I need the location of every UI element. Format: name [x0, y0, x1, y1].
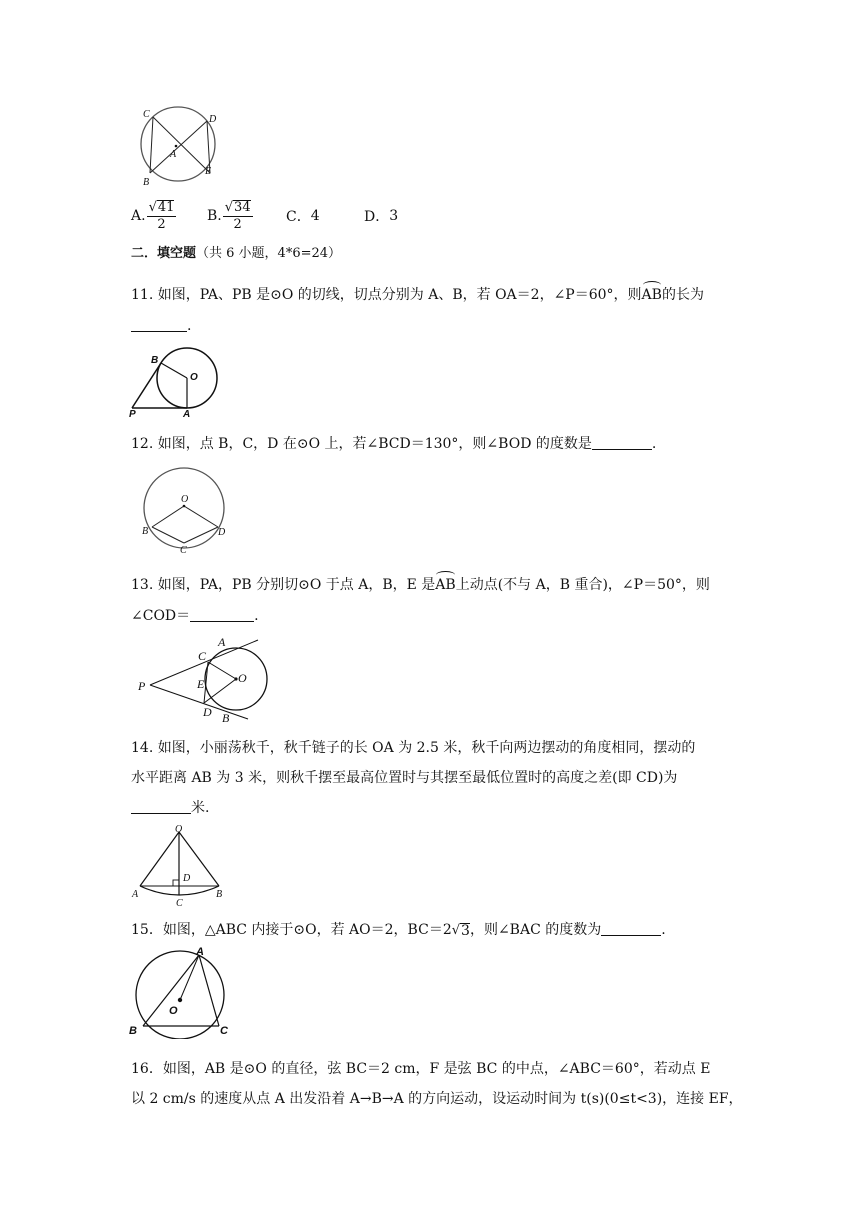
q10-option-c-letter: C．: [286, 209, 311, 225]
q10-label-c: C: [143, 109, 150, 120]
q14-swing-figure: [128, 822, 232, 908]
q10-option-a-fraction: √ 41 2: [148, 199, 175, 232]
q10-option-b-letter: B.: [207, 208, 222, 224]
q10-option-a-letter: A.: [131, 208, 146, 224]
q13-line2: [131, 606, 259, 626]
q14-label-b: B: [216, 889, 223, 900]
q10-circle-figure: [132, 100, 228, 192]
q10-label-e: E: [205, 166, 212, 177]
q10-option-b-radicand: 34: [234, 199, 251, 215]
q14-answer-blank[interactable]: [131, 799, 191, 814]
q11-answer-blank[interactable]: [131, 317, 187, 332]
q13-label-c: C: [198, 649, 207, 663]
q12-text: [131, 434, 656, 454]
q14-line3: [131, 798, 209, 818]
q10-option-b-fraction: √ 34 2: [224, 199, 251, 232]
q13-tangent-figure: [134, 632, 270, 728]
q13-label-d: D: [203, 705, 212, 719]
q11-answer-line: [131, 316, 191, 336]
q13-end: .: [254, 608, 259, 624]
q14-line1: [131, 738, 695, 758]
q11-label-o: O: [190, 372, 198, 383]
q11-arc-ab: AB: [641, 287, 662, 303]
q12-text-body: 12. 如图，点 B，C，D 在⊙O 上，若∠BCD＝130°，则∠BOD 的度数是: [131, 436, 592, 452]
q10-option-d-value: 3: [389, 208, 399, 224]
section-note: （共 6 小题，4*6=24）: [196, 246, 342, 261]
q14-label-o: O: [175, 824, 183, 835]
q15-end: .: [661, 922, 666, 938]
q15-label-b: B: [129, 1025, 137, 1037]
q15-text-pre: 15．如图，△ABC 内接于⊙O，若 AO＝2，BC＝2: [131, 922, 452, 938]
q13-arc-ab: AB: [435, 577, 456, 593]
q12-label-c: C: [180, 545, 187, 555]
q10-option-c-value: 4: [310, 208, 320, 224]
q13-text-line2: ∠COD＝: [131, 608, 191, 624]
q11-text-post: 的长为: [661, 287, 704, 303]
q10-option-a-radicand: 41: [157, 199, 175, 215]
q12-end: .: [651, 436, 657, 452]
q16-line2: [131, 1089, 743, 1109]
q12-label-o: O: [181, 494, 189, 505]
q10-option-a: [131, 196, 176, 236]
q13-answer-blank[interactable]: [190, 607, 254, 622]
q13-text-pre: 13. 如图，PA，PB 分别切⊙O 于点 A，B，E 是: [131, 577, 436, 593]
q12-label-d: D: [218, 527, 226, 538]
q10-label-a: A: [170, 149, 177, 160]
q13-label-p: P: [138, 679, 146, 693]
q11-tangent-figure: [128, 343, 228, 417]
q15-text: 15．如图，△ABC 内接于⊙O，若 AO＝2，BC＝2 √ 3 ，则∠BAC 的度数为 .: [131, 922, 666, 939]
q15-triangle-figure: [126, 945, 234, 1039]
section-title: 二．填空题: [131, 246, 197, 261]
q11-label-p: P: [129, 409, 136, 417]
q15-text-post: ，则∠BAC 的度数为: [469, 922, 602, 938]
q14-text-line3: 米.: [191, 800, 210, 816]
q14-text-line2: 水平距离 AB 为 3 米，则秋千摆至最高位置时与其摆至最低位置时的高度之差(即 CD)为: [131, 770, 678, 786]
q10-option-d: [364, 196, 398, 236]
section-header: [131, 244, 341, 264]
q15-radicand: 3: [461, 923, 470, 939]
q10-option-b: [207, 196, 253, 236]
q10-option-b-den: 2: [233, 216, 242, 232]
q15-label-a: A: [196, 946, 204, 958]
q13-text-post: 上动点(不与 A，B 重合)，∠P＝50°，则: [455, 577, 710, 593]
q13-label-e: E: [197, 677, 205, 691]
q12-circle-figure: [138, 463, 230, 555]
q10-label-d: D: [209, 114, 217, 125]
q13-text: [131, 575, 710, 595]
q12-answer-blank[interactable]: [592, 435, 652, 450]
q11-label-b: B: [151, 355, 159, 366]
q14-line2: [131, 768, 677, 788]
q14-text-line1: 14. 如图，小丽荡秋千，秋千链子的长 OA 为 2.5 米，秋千向两边摆动的角度相同，摆动的: [131, 740, 696, 756]
q11-end: .: [187, 318, 192, 334]
q16-text-line1: 16．如图，AB 是⊙O 的直径，弦 BC＝2 cm，F 是弦 BC 的中点，∠ABC＝60°，若动点 E: [131, 1061, 711, 1077]
q16-text-line2: 以 2 cm/s 的速度从点 A 出发沿着 A→B→A 的方向运动，设运动时间为 t(s)(0≤t<3)，连接 EF，: [131, 1091, 743, 1107]
q14-label-c: C: [176, 898, 183, 908]
q13-label-a: A: [218, 635, 226, 649]
q14-label-d: D: [183, 873, 191, 884]
q10-option-a-den: 2: [157, 216, 166, 232]
q10-option-c: [286, 196, 320, 236]
q10-option-d-letter: D．: [364, 209, 390, 225]
q12-label-b: B: [142, 526, 149, 537]
q15-label-o: O: [169, 1005, 178, 1017]
q11-text-pre: 11. 如图，PA、PB 是⊙O 的切线，切点分别为 A、B，若 OA＝2，∠P＝60°，则: [131, 287, 642, 303]
q15-label-c: C: [220, 1025, 228, 1037]
q16-line1: [131, 1059, 710, 1079]
q13-label-b: B: [222, 711, 230, 725]
q15-answer-blank[interactable]: [601, 921, 661, 936]
q10-label-b: B: [143, 177, 150, 188]
q13-label-o: O: [238, 671, 247, 685]
q11-label-a: A: [183, 409, 191, 417]
q14-label-a: A: [132, 889, 139, 900]
q11-text: [131, 285, 704, 305]
